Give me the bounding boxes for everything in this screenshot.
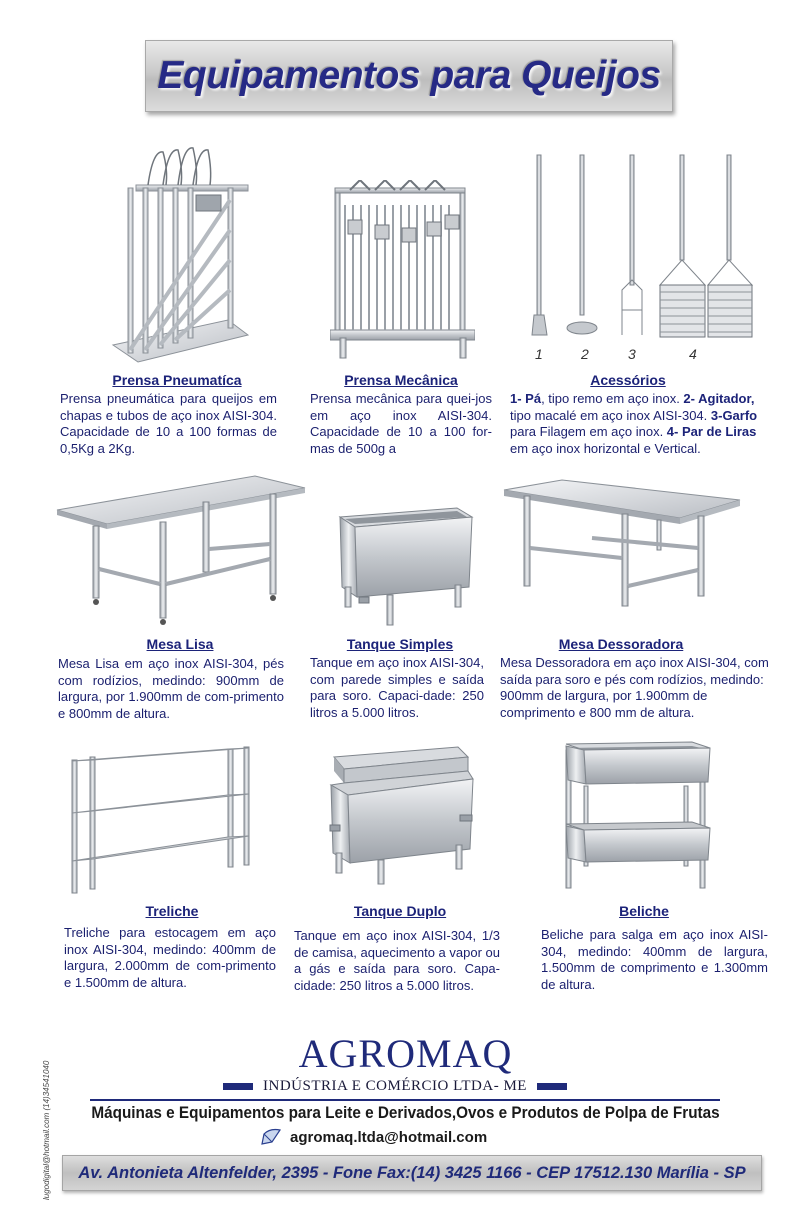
company-address: Av. Antonieta Altenfelder, 2395 - Fone Fax:(14) 3425 1166 - CEP 17512.130 Marília - SP xyxy=(78,1163,746,1182)
treliche-image xyxy=(68,745,253,895)
treliche-title: Treliche xyxy=(145,903,199,919)
prensa-pneumatica-title: Prensa Pneumatíca xyxy=(112,372,242,388)
tanque-duplo-image xyxy=(328,745,476,885)
acessorio-number-3: 3 xyxy=(628,346,636,362)
acessorio-liras-text: em aço inox horizontal e Vertical. xyxy=(510,440,701,456)
title-banner xyxy=(145,40,673,112)
tanque-simples-desc: Tanque em aço inox AISI-304, com parede simples e saída para soro. Capaci-dade: 250 litros a 5.000 litros. xyxy=(310,655,484,720)
acessorio-number-2: 2 xyxy=(581,346,589,362)
tanque-simples-title: Tanque Simples xyxy=(346,636,454,652)
tanque-simples-image xyxy=(337,505,477,630)
acessorio-garfo-name: 3-Garfo xyxy=(710,407,758,423)
designer-credit: lugodigital@hotmail.com (14)34541040 xyxy=(42,1060,51,1200)
beliche-desc: Beliche para salga em aço inox AISI-304, medindo: 400mm de largura, 1.500mm de comprimento e 1.300mm de altura. xyxy=(541,927,768,992)
company-tagline: Máquinas e Equipamentos para Leite e Derivados,Ovos e Produtos de Polpa de Frutas xyxy=(91,1103,720,1122)
prensa-pneumatica-image xyxy=(108,140,258,365)
tanque-duplo-title: Tanque Duplo xyxy=(353,903,447,919)
acessorio-agitador-name: 2- Agitador, xyxy=(683,391,755,406)
acessorios-desc xyxy=(510,391,776,457)
company-subtitle: INDÚSTRIA E COMÉRCIO LTDA- ME xyxy=(263,1077,527,1094)
acessorio-garfo-text: para Filagem em aço inox. xyxy=(510,424,667,439)
tanque-duplo-desc: Tanque em aço inox AISI-304, 1/3 de camisa, aquecimento a vapor ou a gás e saída para soro. Capa-cidade: 250 litros a 5.000 litros. xyxy=(294,928,500,993)
prensa-mecanica-title: Prensa Mecânica xyxy=(344,372,458,388)
email-icon xyxy=(260,1128,282,1146)
treliche-desc: Treliche para estocagem em aço inox AISI-304, medindo: 400mm de largura, 2.000mm de com-primento e 1.500mm de altura. xyxy=(64,925,276,990)
email-link[interactable]: agromaq.ltda@hotmail.com xyxy=(290,1128,488,1146)
acessorio-number-1: 1 xyxy=(535,346,543,362)
acessorio-pa-text: , tipo remo em aço inox. xyxy=(541,391,684,406)
prensa-mecanica-desc: Prensa mecânica para quei-jos em aço inox AISI-304. Capacidade de 10 a 100 for-mas de 500g a xyxy=(310,391,492,456)
footer-divider xyxy=(90,1099,720,1101)
prensa-mecanica-image xyxy=(330,180,475,365)
mesa-dessoradora-image xyxy=(502,478,742,610)
beliche-image xyxy=(562,740,714,890)
mesa-lisa-desc: Mesa Lisa em aço inox AISI-304, pés com rodízios, medindo: 900mm de largura, por 1.900mm de com-primento e 800mm de altura. xyxy=(58,656,284,721)
address-bar xyxy=(62,1155,762,1191)
acessorio-agitador-text: tipo macalé em aço inox AISI-304. xyxy=(510,407,711,423)
acessorio-pa-name: 1- Pá xyxy=(510,391,542,406)
mesa-lisa-title: Mesa Lisa xyxy=(146,636,214,652)
company-subtitle-row xyxy=(195,1076,595,1096)
mesa-dessoradora-desc: Mesa Dessoradora em aço inox AISI-304, com saída para soro e pés com rodízios, medindo: 900mm de largura, por 1.900mm de comprimento e 800 mm de altura. xyxy=(500,655,769,720)
prensa-pneumatica-desc: Prensa pneumática para queijos em chapas e tubos de aço inox AISI-304. Capacidade de 10 a 100 formas de 0,5Kg a 2Kg. xyxy=(60,391,277,456)
acessorios-title: Acessórios xyxy=(590,372,666,388)
mesa-dessoradora-title: Mesa Dessoradora xyxy=(558,636,684,652)
acessorio-number-4: 4 xyxy=(689,346,697,362)
email-row[interactable] xyxy=(260,1128,487,1146)
company-name: AGROMAQ xyxy=(298,1031,513,1076)
subtitle-dash-right xyxy=(537,1083,567,1090)
acessorios-image xyxy=(520,150,760,340)
page-title: Equipamentos para Queijos xyxy=(157,54,661,97)
mesa-lisa-image xyxy=(55,474,307,630)
acessorio-liras-name: 4- Par de Liras xyxy=(666,424,757,439)
subtitle-dash-left xyxy=(223,1083,253,1090)
beliche-title: Beliche xyxy=(619,903,669,919)
